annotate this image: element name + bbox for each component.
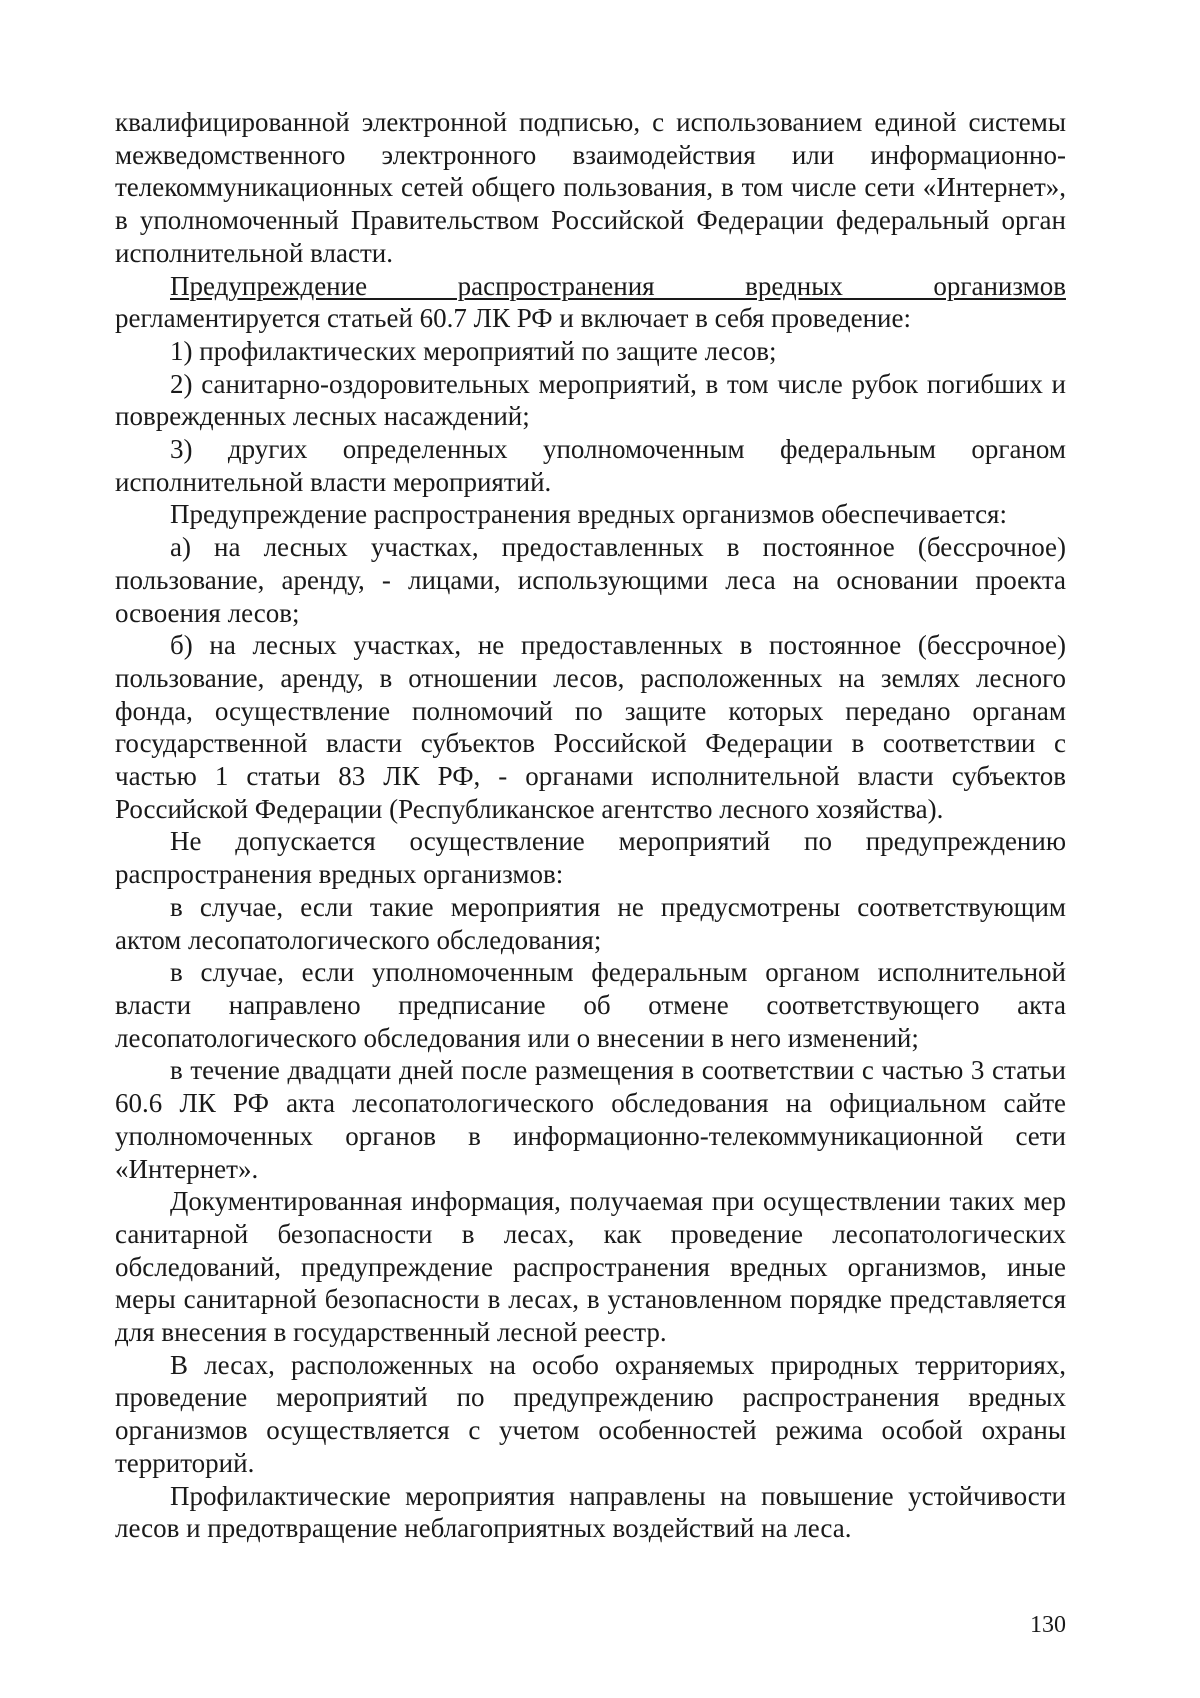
paragraph-continuation: квалифицированной электронной подписью, с использованием единой системы межведомственного электронного взаимодействия или информационно-телекоммуникационных сетей общего пользования, в том числе сети «Интернет», в уполномоченный Правительством Российской Федерации федеральный орган исполнительной власти. [115, 107, 1066, 268]
list-item-a: а) на лесных участках, предоставленных в постоянное (бессрочное) пользование, аренду, - лицами, использующими леса на основании проекта освоения лесов; [115, 532, 1066, 628]
list-item-2: 2) санитарно-оздоровительных мероприятий, в том числе рубок погибших и поврежденных лесных насаждений; [115, 368, 1066, 432]
paragraph-not-allowed: Не допускается осуществление мероприятий по предупреждению распространения вредных организмов: [115, 826, 1066, 890]
underlined-heading-text: Предупреждение распространения вредных организмов [170, 270, 1066, 301]
paragraph-protected-areas: В лесах, расположенных на особо охраняемых природных территориях, проведение мероприятий по предупреждению распространения вредных организмов осуществляется с учетом особенностей режима особой охраны территорий. [115, 1349, 1066, 1478]
paragraph-prevention-intro [115, 270, 1066, 335]
page-number: 130 [1030, 1612, 1066, 1638]
condition-item-3: в течение двадцати дней после размещения в соответствии с частью 3 статьи 60.6 ЛК РФ акта лесопатологического обследования на официальном сайте уполномоченных органов в информационно-телекоммуникационной сети «Интернет». [115, 1055, 1066, 1184]
paragraph-documented-info: Документированная информация, получаемая при осуществлении таких мер санитарной безопасности в лесах, как проведение лесопатологических обследований, предупреждение распространения вредных организмов, иные меры санитарной безопасности в лесах, в установленном порядке представляется для внесения в государственный лесной реестр. [115, 1186, 1066, 1348]
paragraph-preventive-measures: Профилактические мероприятия направлены на повышение устойчивости лесов и предотвращение неблагоприятных воздействий на леса. [115, 1480, 1066, 1544]
list-item-3: 3) других определенных уполномоченным федеральным органом исполнительной власти мероприятий. [115, 434, 1066, 497]
paragraph-text: регламентируется статьей 60.7 ЛК РФ и включает в себя проведение: [115, 303, 911, 334]
condition-item-2: в случае, если уполномоченным федеральным органом исполнительной власти направлено предписание об отмене соответствующего акта лесопатологического обследования или о внесении в него изменений; [115, 957, 1066, 1053]
document-page [115, 106, 1066, 1545]
condition-item-1: в случае, если такие мероприятия не предусмотрены соответствующим актом лесопатологического обследования; [115, 891, 1066, 955]
list-item-b: б) на лесных участках, не предоставленных в постоянное (бессрочное) пользование, аренду, в отношении лесов, расположенных на землях лесного фонда, осуществление полномочий по защите которых передано органам государственной власти субъектов Российской Федерации в соответствии с частью 1 статьи 83 ЛК РФ, - органами исполнительной власти субъектов Российской Федерации (Республиканское агентство лесного хозяйства). [115, 630, 1066, 824]
list-item-1: 1) профилактических мероприятий по защите лесов; [170, 335, 777, 366]
paragraph-provided-by: Предупреждение распространения вредных организмов обеспечивается: [170, 499, 1007, 530]
